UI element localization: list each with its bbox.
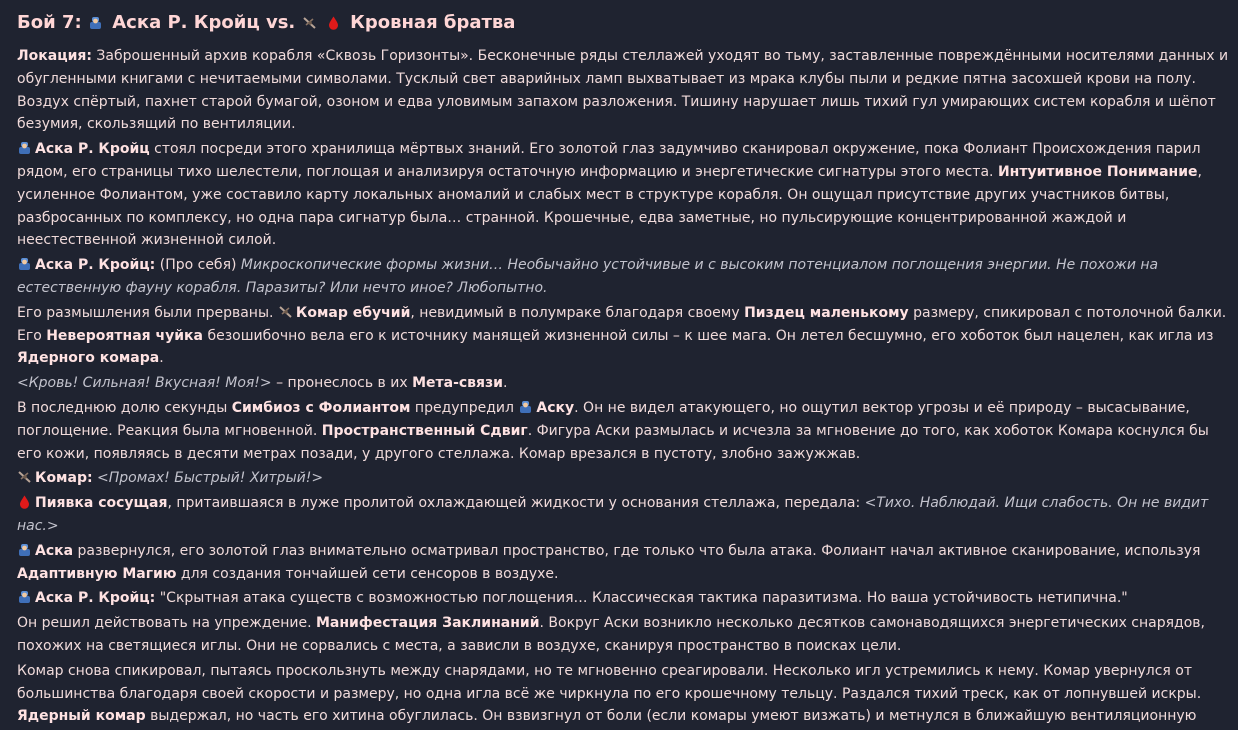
ability-name: Ядерный комар: [17, 708, 146, 725]
blood-drop-emoji-icon: [17, 495, 32, 509]
speaker-name: Комар:: [35, 470, 93, 487]
spoken-line: "Скрытная атака существ с возможностью поглощения… Классическая тактика паразитизма. Но ваша устойчивость нетипична.": [155, 590, 1128, 607]
narration-paragraph-spells: [17, 612, 1231, 658]
narration-text: .: [159, 350, 164, 367]
mosquito-emoji-icon: [278, 305, 293, 319]
character-name: Аску: [536, 399, 575, 416]
narration-paragraph-mosquito-hit: [17, 660, 1231, 728]
telepathic-message: <Промах! Быстрый! Хитрый!>: [97, 470, 324, 487]
narration-text: Он решил действовать на упреждение.: [17, 615, 316, 632]
speaker-name: Аска Р. Кройц:: [35, 257, 156, 274]
telepathic-message: <Кровь! Сильная! Вкусная! Моя!>: [17, 375, 272, 392]
ability-name: Интуитивное Понимание: [997, 163, 1198, 180]
aska-speech-paragraph: [17, 587, 1231, 610]
narration-text: стоял посреди этого хранилища мёртвых знаний. Его золотой глаз задумчиво сканировал окружение, пока Фолиант Происхождения парил рядом, его страницы тихо шелестели, поглощая и анализируя остаточную информацию и энергетические сигнатуры этого места.: [17, 141, 1201, 180]
character-name: Аска Р. Кройц: [35, 141, 150, 158]
mosquito-emoji-icon: [302, 16, 317, 30]
leech-message-paragraph: [17, 492, 1231, 538]
location-text: Заброшенный архив корабля «Сквозь Горизонты». Бесконечные ряды стеллажей уходят во тьму, заставленные повреждёнными носителями данных и обугленными книгами с нечитаемыми символами. Тусклый свет аварийных ламп выхватывает из мрака клубы пыли и редкие пятна засохшей крови на полу. Воздух спёртый, пахнет старой бумагой, озоном и едва уловимым запахом разложения. Тишину нарушает лишь тихий гул умирающих систем корабля и шёпот безумия, скользящий по вентиляции.: [17, 48, 1229, 133]
narration-text: для создания тончайшей сети сенсоров в воздухе.: [176, 565, 559, 582]
mosquito-message-paragraph: [17, 467, 1231, 490]
mage-emoji-icon: [17, 590, 32, 604]
mage-emoji-icon: [88, 16, 103, 30]
narration-paragraph-dodge: [17, 397, 1231, 465]
character-name: Комар ебучий: [295, 304, 411, 321]
mage-emoji-icon: [17, 257, 32, 271]
character-name: Пиявка сосущая: [35, 495, 168, 512]
ability-name: Ядерного комара: [17, 350, 160, 367]
narration-text: Комар снова спикировал, пытаясь проскользнуть между снарядами, но те мгновенно среагировали. Несколько игл устремились к нему. Комар увернулся от большинства благодаря своей скорости и размеру, но одна игла всё же чиркнула по его крошечному тельцу. Раздался тихий треск, как от лопнувшей искры.: [17, 662, 1202, 702]
inner-thought: Микроскопические формы жизни… Необычайно устойчивые и с высоким потенциалом поглощения энергии. Не похожи на естественную фауну корабля. Паразиты? Или нечто иное? Любопытно.: [17, 257, 1159, 296]
narration-text: . Фигура Аски размылась и исчезла за мгновение до того, как хоботок Комара коснулся бы его кожи, появляясь в десяти метрах позади, у другого стеллажа. Комар врезался в пустоту, злобно зажужжав.: [17, 422, 1209, 462]
ability-name: Пространственный Сдвиг: [321, 422, 528, 439]
narration-text: размеру, спикировал с потолочной балки. Его: [17, 304, 1227, 344]
location-paragraph: [17, 45, 1231, 136]
mage-emoji-icon: [518, 400, 533, 414]
narration-text: В последнюю долю секунды: [17, 399, 232, 416]
versus-label: vs.: [265, 12, 296, 33]
ability-name: Невероятная чуйка: [46, 327, 204, 344]
ability-name: Адаптивную Магию: [17, 565, 177, 582]
narration-text: безошибочно вела его к источнику манящей жизненной силы – к шее мага. Он летел бесшумно, его хоботок был нацелен, как игла из: [203, 327, 1214, 344]
battle-log: [17, 8, 1231, 730]
narration-paragraph-scan: [17, 540, 1231, 586]
narration-text: предупредил: [410, 399, 519, 416]
battle-number: Бой 7:: [17, 12, 82, 33]
telepathic-message: <Тихо. Наблюдай. Ищи слабость. Он не видит нас.>: [17, 495, 1209, 534]
mage-emoji-icon: [17, 543, 32, 557]
mage-emoji-icon: [17, 141, 32, 155]
ability-name: Манифестация Заклинаний: [315, 615, 540, 632]
blood-drop-emoji-icon: [326, 16, 341, 30]
narration-text: . Вокруг Аски возникло несколько десятков самонаводящихся энергетических снарядов, похожих на светящиеся иглы. Они не сорвались с места, а зависли в воздухе, сканируя пространство в поисках цели.: [17, 615, 1205, 654]
location-label: Локация:: [17, 48, 92, 64]
narration-text: . Он не видел атакующего, но ощутил вектор угрозы и её природу – высасывание, поглощение. Реакция была мгновенной.: [17, 399, 1190, 439]
narration-text: , усиленное Фолиантом, уже составило карту локальных аномалий и слабых мест в структуре корабля. Он ощущал присутствие других участников битвы, разбросанных по комплексу, но одна пара сигнатур была… странной. Крошечные, едва заметные, но пульсирующие концентрированной жаждой и неестественной жизненной силой.: [17, 163, 1202, 249]
fighter-1-name: Аска Р. Кройц: [112, 12, 260, 33]
narration-paragraph-mosquito-attack: [17, 302, 1231, 370]
narration-text: Его размышления были прерваны.: [17, 304, 278, 321]
mosquito-emoji-icon: [17, 470, 32, 484]
aska-thought-paragraph: [17, 254, 1231, 300]
fighter-2-name: Кровная братва: [350, 12, 516, 33]
narration-text: развернулся, его золотой глаз внимательно осматривал пространство, где только что была атака. Фолиант начал активное сканирование, используя: [73, 542, 1201, 559]
narration-text: выдержал, но часть его хитина обуглилась. Он взвизгнул от боли (если комары умеют визжать) и метнулся в ближайшую вентиляционную: [145, 708, 1197, 725]
narration-text: – пронеслось в их: [271, 375, 413, 392]
battle-title: [17, 8, 1231, 38]
narration-text: .: [502, 375, 508, 392]
narration-paragraph-aska-intro: [17, 138, 1231, 252]
narration-text: (Про себя): [155, 257, 241, 274]
narration-text: , притаившаяся в луже пролитой охлаждающей жидкости у основания стеллажа, передала:: [167, 495, 865, 512]
meta-link-paragraph: [17, 372, 1231, 395]
ability-name: Мета-связи: [412, 375, 503, 392]
narration-text: , невидимый в полумраке благодаря своему: [410, 304, 745, 321]
ability-name: Пиздец маленькому: [744, 304, 909, 321]
character-name: Аска: [35, 542, 74, 559]
speaker-name: Аска Р. Кройц:: [35, 590, 156, 607]
ability-name: Симбиоз с Фолиантом: [231, 399, 411, 416]
